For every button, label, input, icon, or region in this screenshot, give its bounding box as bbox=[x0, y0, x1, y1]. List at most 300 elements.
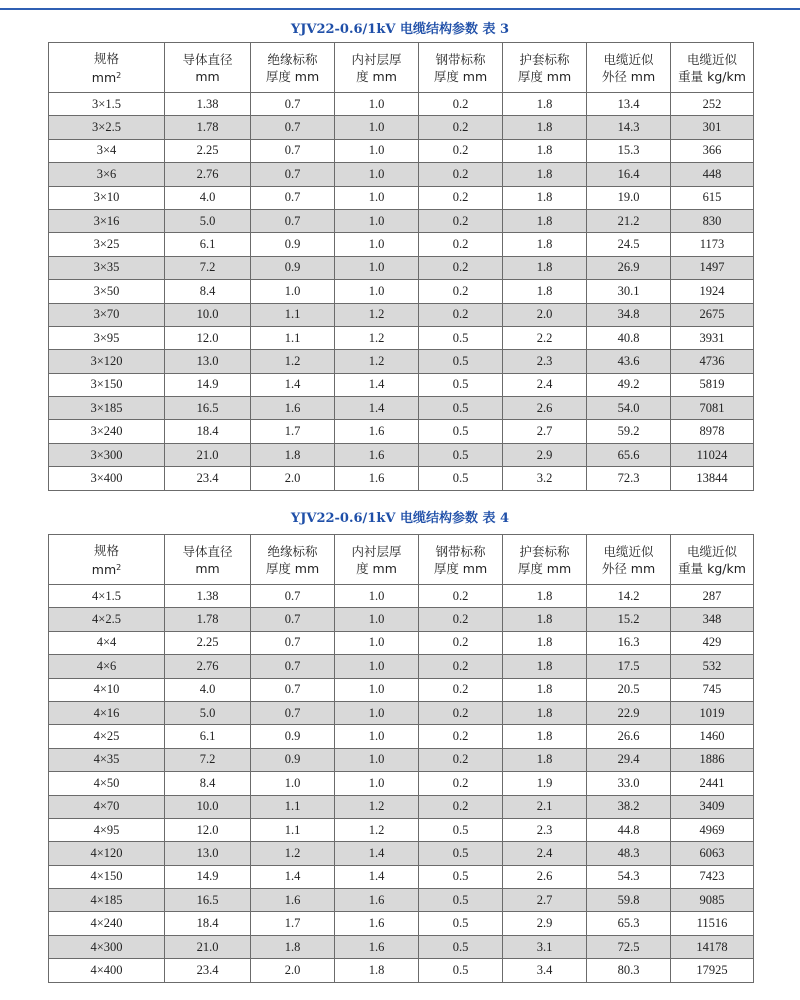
value-cell: 0.5 bbox=[419, 326, 503, 349]
value-cell: 72.3 bbox=[587, 467, 671, 490]
value-cell: 14.9 bbox=[165, 865, 251, 888]
value-cell: 0.2 bbox=[419, 772, 503, 795]
spec-cell: 4×16 bbox=[49, 701, 165, 724]
column-header bbox=[49, 43, 165, 93]
value-cell: 20.5 bbox=[587, 678, 671, 701]
value-cell: 3.2 bbox=[503, 467, 587, 490]
value-cell: 3.4 bbox=[503, 959, 587, 982]
spec-cell: 3×185 bbox=[49, 397, 165, 420]
value-cell: 448 bbox=[671, 163, 754, 186]
value-cell: 1.0 bbox=[335, 186, 419, 209]
value-cell: 0.7 bbox=[251, 116, 335, 139]
value-cell: 0.2 bbox=[419, 585, 503, 608]
value-cell: 18.4 bbox=[165, 912, 251, 935]
value-cell: 8.4 bbox=[165, 280, 251, 303]
value-cell: 65.3 bbox=[587, 912, 671, 935]
value-cell: 1.0 bbox=[335, 772, 419, 795]
value-cell: 1.6 bbox=[335, 889, 419, 912]
column-header bbox=[251, 43, 335, 93]
header-unit bbox=[49, 559, 164, 578]
header-label: 电缆近似 bbox=[603, 543, 654, 559]
value-cell: 40.8 bbox=[587, 326, 671, 349]
value-cell: 1.8 bbox=[503, 725, 587, 748]
value-cell: 1.2 bbox=[335, 818, 419, 841]
table-3-title: YJV22-0.6/1kV 电缆结构参数 表 3 bbox=[290, 22, 510, 37]
value-cell: 0.9 bbox=[251, 233, 335, 256]
value-cell: 12.0 bbox=[165, 818, 251, 841]
value-cell: 1.1 bbox=[251, 818, 335, 841]
value-cell: 0.9 bbox=[251, 725, 335, 748]
value-cell: 10.0 bbox=[165, 303, 251, 326]
value-cell: 34.8 bbox=[587, 303, 671, 326]
value-cell: 1.78 bbox=[165, 608, 251, 631]
header-unit bbox=[165, 560, 250, 577]
value-cell: 2.6 bbox=[503, 865, 587, 888]
value-cell: 1.8 bbox=[251, 935, 335, 958]
value-cell: 0.2 bbox=[419, 93, 503, 116]
spec-cell: 4×400 bbox=[49, 959, 165, 982]
value-cell: 3931 bbox=[671, 326, 754, 349]
table-row bbox=[49, 139, 754, 162]
value-cell: 29.4 bbox=[587, 748, 671, 771]
value-cell: 1.8 bbox=[503, 256, 587, 279]
table-row bbox=[49, 655, 754, 678]
header-unit bbox=[503, 560, 586, 577]
header-unit-text: 重量 kg/km bbox=[678, 560, 746, 576]
header-label: 绝缘标称 bbox=[267, 543, 318, 559]
spec-cell: 4×4 bbox=[49, 631, 165, 654]
table-row bbox=[49, 93, 754, 116]
value-cell: 10.0 bbox=[165, 795, 251, 818]
value-cell: 1.0 bbox=[335, 655, 419, 678]
column-header bbox=[335, 535, 419, 585]
value-cell: 23.4 bbox=[165, 959, 251, 982]
spec-cell: 3×1.5 bbox=[49, 93, 165, 116]
spec-cell: 4×50 bbox=[49, 772, 165, 795]
header-label: 钢带标称 bbox=[435, 51, 486, 67]
value-cell: 1.0 bbox=[335, 233, 419, 256]
value-cell: 5819 bbox=[671, 373, 754, 396]
value-cell: 1460 bbox=[671, 725, 754, 748]
column-header bbox=[503, 43, 587, 93]
header-label: 内衬层厚 bbox=[351, 51, 402, 67]
spec-cell: 3×70 bbox=[49, 303, 165, 326]
table-row bbox=[49, 725, 754, 748]
header-unit-text: 厚度 mm bbox=[433, 68, 488, 84]
header-unit-superscript: 2 bbox=[116, 70, 122, 80]
spec-cell: 3×150 bbox=[49, 373, 165, 396]
value-cell: 0.2 bbox=[419, 116, 503, 139]
value-cell: 43.6 bbox=[587, 350, 671, 373]
spec-cell: 3×10 bbox=[49, 186, 165, 209]
value-cell: 252 bbox=[671, 93, 754, 116]
value-cell: 0.2 bbox=[419, 701, 503, 724]
table-row bbox=[49, 772, 754, 795]
value-cell: 1.6 bbox=[335, 935, 419, 958]
value-cell: 18.4 bbox=[165, 420, 251, 443]
value-cell: 1.6 bbox=[335, 443, 419, 466]
table-row bbox=[49, 889, 754, 912]
value-cell: 2.0 bbox=[251, 959, 335, 982]
value-cell: 1.1 bbox=[251, 795, 335, 818]
value-cell: 0.5 bbox=[419, 959, 503, 982]
column-header bbox=[165, 43, 251, 93]
header-unit bbox=[49, 67, 164, 86]
value-cell: 1.0 bbox=[335, 93, 419, 116]
spec-cell: 4×1.5 bbox=[49, 585, 165, 608]
value-cell: 17.5 bbox=[587, 655, 671, 678]
value-cell: 1.6 bbox=[251, 889, 335, 912]
value-cell: 1.8 bbox=[503, 139, 587, 162]
spec-cell: 4×2.5 bbox=[49, 608, 165, 631]
header-unit-text: mm bbox=[91, 69, 117, 85]
value-cell: 1.38 bbox=[165, 93, 251, 116]
value-cell: 3.1 bbox=[503, 935, 587, 958]
value-cell: 0.7 bbox=[251, 139, 335, 162]
value-cell: 4736 bbox=[671, 350, 754, 373]
table-row bbox=[49, 443, 754, 466]
value-cell: 26.9 bbox=[587, 256, 671, 279]
table-row bbox=[49, 748, 754, 771]
table-row bbox=[49, 420, 754, 443]
header-unit-text: 厚度 mm bbox=[517, 68, 572, 84]
header-unit-text: 厚度 mm bbox=[517, 560, 572, 576]
header-unit-text: 度 mm bbox=[356, 560, 397, 576]
value-cell: 1.4 bbox=[335, 842, 419, 865]
spec-cell: 4×300 bbox=[49, 935, 165, 958]
value-cell: 15.2 bbox=[587, 608, 671, 631]
value-cell: 0.7 bbox=[251, 678, 335, 701]
header-unit bbox=[165, 68, 250, 85]
spec-cell: 4×120 bbox=[49, 842, 165, 865]
spec-cell: 3×25 bbox=[49, 233, 165, 256]
value-cell: 1.0 bbox=[335, 748, 419, 771]
header-label: 钢带标称 bbox=[435, 543, 486, 559]
value-cell: 14178 bbox=[671, 935, 754, 958]
value-cell: 0.7 bbox=[251, 186, 335, 209]
value-cell: 59.2 bbox=[587, 420, 671, 443]
value-cell: 1.0 bbox=[335, 139, 419, 162]
value-cell: 2.1 bbox=[503, 795, 587, 818]
table-row bbox=[49, 608, 754, 631]
value-cell: 1886 bbox=[671, 748, 754, 771]
value-cell: 830 bbox=[671, 209, 754, 232]
value-cell: 4.0 bbox=[165, 678, 251, 701]
value-cell: 1.8 bbox=[503, 93, 587, 116]
value-cell: 13.0 bbox=[165, 350, 251, 373]
column-header bbox=[671, 535, 754, 585]
header-label: 护套标称 bbox=[519, 51, 570, 67]
value-cell: 0.5 bbox=[419, 373, 503, 396]
value-cell: 4.0 bbox=[165, 186, 251, 209]
value-cell: 65.6 bbox=[587, 443, 671, 466]
value-cell: 2.3 bbox=[503, 350, 587, 373]
value-cell: 11024 bbox=[671, 443, 754, 466]
header-row bbox=[49, 535, 754, 585]
value-cell: 13844 bbox=[671, 467, 754, 490]
header-unit-superscript: 2 bbox=[116, 562, 122, 572]
value-cell: 2.0 bbox=[503, 303, 587, 326]
value-cell: 22.9 bbox=[587, 701, 671, 724]
value-cell: 2.76 bbox=[165, 163, 251, 186]
value-cell: 2441 bbox=[671, 772, 754, 795]
spec-cell: 3×6 bbox=[49, 163, 165, 186]
table-header bbox=[49, 535, 754, 585]
top-divider bbox=[0, 8, 800, 10]
value-cell: 6063 bbox=[671, 842, 754, 865]
value-cell: 532 bbox=[671, 655, 754, 678]
header-label: 导体直径 bbox=[182, 51, 233, 67]
table-row bbox=[49, 818, 754, 841]
value-cell: 48.3 bbox=[587, 842, 671, 865]
value-cell: 1.0 bbox=[335, 725, 419, 748]
table-body bbox=[49, 93, 754, 491]
value-cell: 0.2 bbox=[419, 631, 503, 654]
value-cell: 0.5 bbox=[419, 842, 503, 865]
value-cell: 1019 bbox=[671, 701, 754, 724]
value-cell: 16.3 bbox=[587, 631, 671, 654]
value-cell: 1.8 bbox=[503, 655, 587, 678]
table-row bbox=[49, 912, 754, 935]
table-row bbox=[49, 116, 754, 139]
value-cell: 0.2 bbox=[419, 655, 503, 678]
spec-cell: 3×120 bbox=[49, 350, 165, 373]
table-row bbox=[49, 678, 754, 701]
value-cell: 0.7 bbox=[251, 209, 335, 232]
value-cell: 14.9 bbox=[165, 373, 251, 396]
value-cell: 366 bbox=[671, 139, 754, 162]
value-cell: 0.5 bbox=[419, 912, 503, 935]
table-body bbox=[49, 585, 754, 983]
value-cell: 13.4 bbox=[587, 93, 671, 116]
value-cell: 0.2 bbox=[419, 303, 503, 326]
header-unit-text: 厚度 mm bbox=[265, 560, 320, 576]
value-cell: 8.4 bbox=[165, 772, 251, 795]
value-cell: 11516 bbox=[671, 912, 754, 935]
value-cell: 1.0 bbox=[335, 701, 419, 724]
value-cell: 0.7 bbox=[251, 655, 335, 678]
column-header bbox=[335, 43, 419, 93]
value-cell: 1.1 bbox=[251, 303, 335, 326]
value-cell: 1.78 bbox=[165, 116, 251, 139]
value-cell: 1.8 bbox=[503, 748, 587, 771]
value-cell: 54.3 bbox=[587, 865, 671, 888]
header-unit-text: 外径 mm bbox=[601, 68, 656, 84]
value-cell: 0.7 bbox=[251, 163, 335, 186]
value-cell: 1.2 bbox=[251, 350, 335, 373]
value-cell: 1.2 bbox=[251, 842, 335, 865]
value-cell: 1.0 bbox=[251, 772, 335, 795]
spec-cell: 4×25 bbox=[49, 725, 165, 748]
value-cell: 49.2 bbox=[587, 373, 671, 396]
column-header bbox=[587, 535, 671, 585]
column-header bbox=[587, 43, 671, 93]
value-cell: 1.7 bbox=[251, 420, 335, 443]
header-label: 电缆近似 bbox=[686, 51, 737, 67]
spec-cell: 4×35 bbox=[49, 748, 165, 771]
value-cell: 0.5 bbox=[419, 935, 503, 958]
header-label: 内衬层厚 bbox=[351, 543, 402, 559]
value-cell: 4969 bbox=[671, 818, 754, 841]
value-cell: 1.8 bbox=[503, 585, 587, 608]
table-row bbox=[49, 326, 754, 349]
value-cell: 348 bbox=[671, 608, 754, 631]
value-cell: 0.2 bbox=[419, 608, 503, 631]
value-cell: 0.2 bbox=[419, 139, 503, 162]
value-cell: 2.4 bbox=[503, 373, 587, 396]
column-header bbox=[49, 535, 165, 585]
value-cell: 2.4 bbox=[503, 842, 587, 865]
table-row bbox=[49, 467, 754, 490]
value-cell: 2.3 bbox=[503, 818, 587, 841]
value-cell: 14.3 bbox=[587, 116, 671, 139]
value-cell: 1.0 bbox=[335, 209, 419, 232]
value-cell: 0.2 bbox=[419, 186, 503, 209]
value-cell: 0.5 bbox=[419, 865, 503, 888]
value-cell: 2.7 bbox=[503, 420, 587, 443]
value-cell: 9085 bbox=[671, 889, 754, 912]
value-cell: 0.2 bbox=[419, 163, 503, 186]
table-row bbox=[49, 585, 754, 608]
value-cell: 0.7 bbox=[251, 608, 335, 631]
value-cell: 0.5 bbox=[419, 350, 503, 373]
value-cell: 0.2 bbox=[419, 795, 503, 818]
header-unit bbox=[251, 560, 334, 577]
value-cell: 7081 bbox=[671, 397, 754, 420]
header-unit bbox=[587, 560, 670, 577]
value-cell: 21.2 bbox=[587, 209, 671, 232]
table-row bbox=[49, 186, 754, 209]
value-cell: 0.2 bbox=[419, 678, 503, 701]
value-cell: 1.8 bbox=[503, 608, 587, 631]
value-cell: 44.8 bbox=[587, 818, 671, 841]
value-cell: 0.2 bbox=[419, 256, 503, 279]
value-cell: 21.0 bbox=[165, 443, 251, 466]
column-header bbox=[419, 43, 503, 93]
header-label: 规格 bbox=[93, 50, 119, 66]
value-cell: 6.1 bbox=[165, 725, 251, 748]
table-row bbox=[49, 209, 754, 232]
value-cell: 59.8 bbox=[587, 889, 671, 912]
value-cell: 54.0 bbox=[587, 397, 671, 420]
header-unit bbox=[671, 68, 753, 85]
value-cell: 12.0 bbox=[165, 326, 251, 349]
value-cell: 1.4 bbox=[335, 373, 419, 396]
value-cell: 0.7 bbox=[251, 585, 335, 608]
table-row bbox=[49, 701, 754, 724]
spec-cell: 4×240 bbox=[49, 912, 165, 935]
value-cell: 1.1 bbox=[251, 326, 335, 349]
value-cell: 1.6 bbox=[335, 467, 419, 490]
spec-cell: 3×50 bbox=[49, 280, 165, 303]
value-cell: 1497 bbox=[671, 256, 754, 279]
value-cell: 7423 bbox=[671, 865, 754, 888]
header-unit bbox=[671, 560, 753, 577]
value-cell: 1.8 bbox=[503, 280, 587, 303]
spec-cell: 3×300 bbox=[49, 443, 165, 466]
table-row bbox=[49, 631, 754, 654]
value-cell: 2675 bbox=[671, 303, 754, 326]
header-unit bbox=[587, 68, 670, 85]
value-cell: 6.1 bbox=[165, 233, 251, 256]
spec-cell: 4×6 bbox=[49, 655, 165, 678]
value-cell: 5.0 bbox=[165, 701, 251, 724]
value-cell: 1.8 bbox=[503, 209, 587, 232]
value-cell: 1.0 bbox=[335, 585, 419, 608]
value-cell: 429 bbox=[671, 631, 754, 654]
value-cell: 13.0 bbox=[165, 842, 251, 865]
value-cell: 301 bbox=[671, 116, 754, 139]
header-unit-text: 厚度 mm bbox=[265, 68, 320, 84]
value-cell: 1.6 bbox=[335, 420, 419, 443]
value-cell: 1.4 bbox=[251, 373, 335, 396]
header-unit-text: mm bbox=[91, 561, 117, 577]
value-cell: 1.4 bbox=[335, 397, 419, 420]
value-cell: 1.38 bbox=[165, 585, 251, 608]
value-cell: 3409 bbox=[671, 795, 754, 818]
value-cell: 1.0 bbox=[335, 256, 419, 279]
value-cell: 1.8 bbox=[503, 163, 587, 186]
value-cell: 1.8 bbox=[503, 233, 587, 256]
value-cell: 1.0 bbox=[335, 678, 419, 701]
value-cell: 1.0 bbox=[335, 280, 419, 303]
value-cell: 0.2 bbox=[419, 209, 503, 232]
header-row bbox=[49, 43, 754, 93]
header-unit-text: 度 mm bbox=[356, 68, 397, 84]
spec-cell: 3×35 bbox=[49, 256, 165, 279]
value-cell: 2.76 bbox=[165, 655, 251, 678]
header-unit-text: mm bbox=[195, 560, 220, 576]
value-cell: 1.2 bbox=[335, 795, 419, 818]
table-4-title: YJV22-0.6/1kV 电缆结构参数 表 4 bbox=[290, 511, 510, 526]
value-cell: 1173 bbox=[671, 233, 754, 256]
spec-cell: 4×70 bbox=[49, 795, 165, 818]
value-cell: 0.5 bbox=[419, 397, 503, 420]
header-unit-text: 重量 kg/km bbox=[678, 68, 746, 84]
header-unit bbox=[335, 560, 418, 577]
value-cell: 38.2 bbox=[587, 795, 671, 818]
column-header bbox=[165, 535, 251, 585]
header-unit bbox=[419, 68, 502, 85]
value-cell: 5.0 bbox=[165, 209, 251, 232]
value-cell: 1.6 bbox=[251, 397, 335, 420]
value-cell: 1.4 bbox=[251, 865, 335, 888]
table-row bbox=[49, 350, 754, 373]
table-row bbox=[49, 865, 754, 888]
header-label: 护套标称 bbox=[519, 543, 570, 559]
value-cell: 1.2 bbox=[335, 326, 419, 349]
value-cell: 33.0 bbox=[587, 772, 671, 795]
value-cell: 1924 bbox=[671, 280, 754, 303]
value-cell: 72.5 bbox=[587, 935, 671, 958]
value-cell: 0.2 bbox=[419, 233, 503, 256]
value-cell: 1.8 bbox=[503, 186, 587, 209]
value-cell: 2.9 bbox=[503, 443, 587, 466]
value-cell: 287 bbox=[671, 585, 754, 608]
value-cell: 1.8 bbox=[251, 443, 335, 466]
value-cell: 0.2 bbox=[419, 748, 503, 771]
value-cell: 1.0 bbox=[335, 116, 419, 139]
spec-cell: 3×2.5 bbox=[49, 116, 165, 139]
header-unit bbox=[335, 68, 418, 85]
header-label: 规格 bbox=[93, 542, 119, 558]
value-cell: 0.7 bbox=[251, 701, 335, 724]
value-cell: 23.4 bbox=[165, 467, 251, 490]
value-cell: 8978 bbox=[671, 420, 754, 443]
spec-cell: 3×16 bbox=[49, 209, 165, 232]
value-cell: 1.7 bbox=[251, 912, 335, 935]
value-cell: 2.25 bbox=[165, 631, 251, 654]
